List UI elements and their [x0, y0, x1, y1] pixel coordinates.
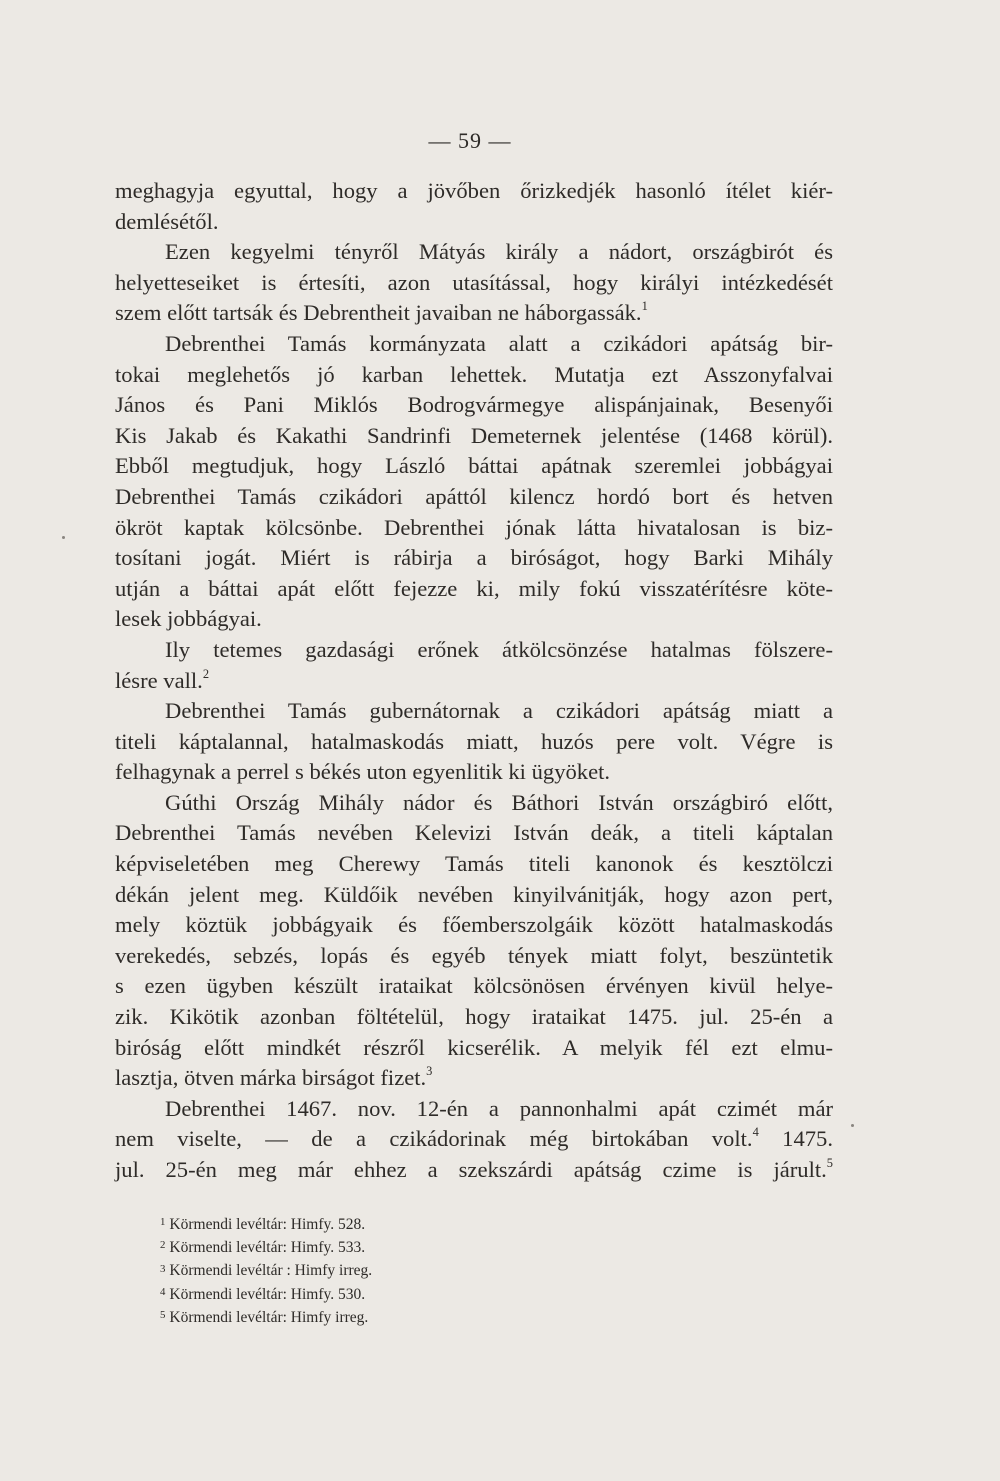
text-line-content: biróság előtt mindkét részről kicserélik. A melyik fél ezt elmu-: [115, 1034, 833, 1060]
text-line: [115, 421, 833, 452]
text-line: [115, 574, 833, 605]
footnote-mark: 3: [160, 1262, 166, 1275]
text-line-content: Kis Jakab és Kakathi Sandrinfi Demeternek jelentése (1468 körül).: [115, 422, 833, 448]
text-line: [115, 451, 833, 482]
text-line: [115, 1094, 833, 1125]
text-line: [115, 971, 833, 1002]
text-line: [115, 1033, 833, 1064]
text-line-content: Debrenthei Tamás czikádori apáttól kilencz hordó bort és hetven: [115, 483, 833, 509]
text-line-content: Debrenthei Tamás gubernátornak a czikádori apátság miatt a: [165, 698, 833, 724]
text-line: [115, 1124, 833, 1155]
text-line: [115, 176, 833, 207]
text-line-content: Debrenthei Tamás nevében Kelevizi István deák, a titeli káptalan: [115, 820, 833, 846]
text-line-content: titeli káptalannal, hatalmaskodás miatt, huzós pere volt. Végre is: [115, 728, 833, 754]
text-line-content: nem viselte, — de a czikádorinak még birtokában volt.: [115, 1126, 753, 1152]
text-line: [115, 910, 833, 941]
footnote: [160, 1306, 560, 1329]
page-number: — 59 —: [428, 128, 512, 153]
text-line-content: János és Pani Miklós Bodrogvármegye alispánjainak, Besenyői: [115, 392, 833, 418]
text-line-content: helyetteseiket is értesíti, azon utasítással, hogy királyi intézkedését: [115, 269, 833, 295]
text-line-content: tokai meglehetős jó karban lehettek. Mutatja ezt Asszonyfalvai: [115, 361, 833, 387]
footnote-text: Körmendi levéltár: Himfy. 530.: [169, 1285, 366, 1303]
text-line: [115, 849, 833, 880]
text-line: [115, 390, 833, 421]
text-line-content: Debrenthei Tamás kormányzata alatt a czikádori apátság bir-: [165, 330, 833, 356]
text-line: [115, 360, 833, 391]
text-line-content: tosítani jogát. Miért is rábirja a biróságot, hogy Barki Mihály: [115, 545, 833, 571]
text-line: [115, 818, 833, 849]
text-line-tail: 1475.: [758, 1126, 834, 1152]
text-line: [115, 788, 833, 819]
text-line: [115, 1002, 833, 1033]
text-line: [115, 635, 833, 666]
text-line-content: lesek jobbágyai.: [115, 606, 262, 632]
footnote-mark: 4: [160, 1285, 166, 1298]
text-line: [115, 941, 833, 972]
text-line-content: képviseletében meg Cherewy Tamás titeli kanonok és kesztölczi: [115, 851, 833, 877]
text-line-content: lasztja, ötven márka birságot fizet.: [115, 1065, 427, 1091]
text-line-content: jul. 25-én meg már ehhez a szekszárdi apátság czime is járult.: [115, 1157, 827, 1182]
text-line: [115, 329, 833, 360]
text-line-content: dékán jelent meg. Küldőik nevében kinyilvánitják, hogy azon pert,: [115, 881, 833, 907]
footnote-reference: 5: [826, 1156, 833, 1171]
text-line-content: Ezen kegyelmi tényről Mátyás király a nádort, országbirót és: [165, 239, 833, 265]
footnote: [160, 1213, 560, 1236]
text-line: [115, 880, 833, 911]
text-line: [115, 696, 833, 727]
text-line-content: zik. Kikötik azonban föltételül, hogy irataikat 1475. jul. 25-én a: [115, 1004, 833, 1030]
text-line: [115, 666, 833, 697]
text-line-content: s ezen ügyben készült irataikat kölcsönösen érvényen kivül helye-: [115, 973, 833, 999]
text-line-content: szem előtt tartsák és Debrentheit javaiban ne háborgassák.: [115, 300, 642, 326]
footnote-reference: 3: [426, 1064, 433, 1079]
footnote-text: Körmendi levéltár : Himfy irreg.: [169, 1262, 373, 1280]
text-line: [115, 1155, 833, 1186]
text-line: [115, 727, 833, 758]
text-line-content: mely köztük jobbágyaik és főemberszolgáik között hatalmaskodás: [115, 912, 833, 938]
footnote-mark: 2: [160, 1239, 166, 1252]
text-line-content: demlésétől.: [115, 208, 219, 234]
footnote-reference: 1: [641, 299, 648, 314]
body-text: [115, 176, 833, 1186]
text-line: [115, 757, 833, 788]
footnote: [160, 1259, 560, 1282]
footnote-reference: 2: [202, 666, 210, 681]
text-line-content: Ebből megtudjuk, hogy László báttai apátnak szeremlei jobbágyai: [115, 453, 833, 479]
text-line-content: Gúthi Ország Mihály nádor és Báthori István országbiró előtt,: [165, 789, 833, 815]
text-line: [115, 604, 833, 635]
text-line: [115, 543, 833, 574]
text-line: [115, 207, 833, 238]
text-line-content: ökröt kaptak kölcsönbe. Debrenthei jónak látta hivatalosan is biz-: [115, 514, 833, 540]
text-line: [115, 1063, 833, 1094]
text-line-content: felhagynak a perrel s békés uton egyenlitik ki ügyöket.: [115, 759, 611, 785]
footnote-mark: 1: [160, 1216, 166, 1229]
text-line: [115, 482, 833, 513]
footnote-mark: 5: [160, 1308, 166, 1321]
footnote-text: Körmendi levéltár: Himfy irreg.: [169, 1308, 369, 1326]
print-speck: [62, 536, 65, 539]
text-line-content: Ily tetemes gazdasági erőnek átkölcsönzése hatalmas fölszere-: [165, 636, 833, 662]
text-line: [115, 237, 833, 268]
text-line-content: Debrenthei 1467. nov. 12-én a pannonhalmi apát czimét már: [165, 1095, 833, 1121]
footnote-reference: 4: [752, 1125, 759, 1140]
text-line: [115, 268, 833, 299]
text-line-content: verekedés, sebzés, lopás és egyéb tények miatt folyt, beszüntetik: [115, 942, 833, 968]
text-line-content: lésre vall.: [115, 667, 203, 693]
text-line: [115, 298, 833, 329]
footnote: [160, 1283, 560, 1306]
footnote: [160, 1236, 560, 1259]
text-line-content: utján a báttai apát előtt fejezze ki, mily fokú visszatérítésre köte-: [115, 575, 833, 601]
footnote-text: Körmendi levéltár: Himfy. 528.: [169, 1216, 366, 1233]
text-line: [115, 513, 833, 544]
text-line-content: meghagyja egyuttal, hogy a jövőben őrizkedjék hasonló ítélet kiér-: [115, 178, 833, 203]
print-speck: [851, 1124, 854, 1127]
footnotes: [160, 1213, 560, 1329]
footnote-text: Körmendi levéltár: Himfy. 533.: [169, 1239, 366, 1257]
